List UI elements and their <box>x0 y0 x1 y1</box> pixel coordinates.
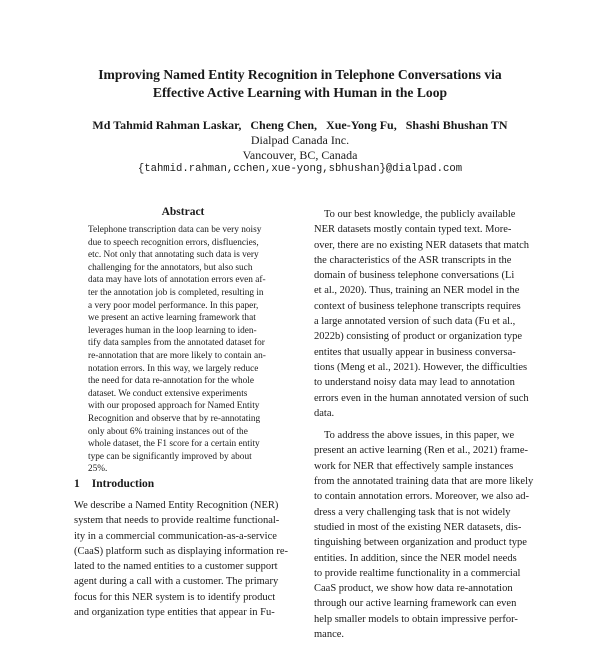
abstract-line: dataset. We conduct extensive experiments <box>88 388 248 399</box>
author-name: Xue-Yong Fu, <box>326 118 397 132</box>
abstract-line: Recognition and observe that by re-annotating <box>88 413 261 424</box>
para-line: help smaller models to obtain impressive perfor- <box>314 613 518 625</box>
para-line: 2022b) consisting of product or organization type <box>314 331 523 343</box>
para-line: tinguishing between organization and product type <box>314 537 527 549</box>
para-line: data. <box>314 407 335 419</box>
paragraph-1 <box>314 207 534 421</box>
para-line: the characteristics of the ASR transcripts in the <box>314 254 512 266</box>
abstract-line: tify data samples from the annotated dataset for <box>88 338 265 349</box>
intro-line: ity in a commercial communication-as-a-service <box>74 530 277 542</box>
abstract-line: type can be significantly improved by about <box>88 451 252 462</box>
title-line-1: Improving Named Entity Recognition in Telephone Conversations via <box>98 67 502 82</box>
intro-line: We describe a Named Entity Recognition (NER) <box>74 500 279 511</box>
author-name: Shashi Bhushan TN <box>405 118 508 132</box>
introduction-heading <box>74 478 166 490</box>
abstract-line: 25%. <box>88 464 108 475</box>
para-line: et al., 2020). Thus, training an NER model in the <box>314 285 520 297</box>
affiliation-location: Vancouver, BC, Canada <box>242 148 358 162</box>
abstract-line: challenging for the annotators, but also such <box>88 262 253 273</box>
abstract-line: notation errors. In this way, we largely reduce <box>88 363 259 374</box>
para-line: mance. <box>314 629 345 641</box>
intro-line: (CaaS) platform such as displaying information re- <box>74 545 289 557</box>
abstract-line: whole dataset, the F1 score for a certain entity <box>88 439 260 450</box>
section-title: Introduction <box>91 478 155 490</box>
abstract-line: we present an active learning framework that <box>88 313 256 324</box>
abstract-line: with our proposed approach for Named Entity <box>88 401 260 412</box>
author-name: Cheng Chen, <box>250 118 318 132</box>
title-line-2: Effective Active Learning with Human in the Loop <box>152 85 448 100</box>
intro-line: system that needs to provide realtime functional- <box>74 515 280 527</box>
para-line: studied in most of the existing NER datasets, dis- <box>314 521 522 533</box>
abstract-line: Telephone transcription data can be very noisy <box>88 225 262 235</box>
para-line: To address the above issues, in this paper, we <box>324 430 515 442</box>
paragraph-2 <box>314 428 534 642</box>
author-name: Md Tahmid Rahman Laskar, <box>92 118 242 132</box>
intro-line: and organization type entities that appear in Fu- <box>74 607 275 619</box>
para-line: domain of business telephone conversations (Li <box>314 270 515 282</box>
intro-line: agent during a call with a customer. The primary <box>74 576 279 588</box>
abstract-heading: Abstract <box>161 206 205 218</box>
abstract-line: only about 6% training instances out of the <box>88 426 248 437</box>
para-line: to contain annotation errors. Moreover, we also ad- <box>314 491 530 503</box>
para-line: CaaS product, we show how data re-annotation <box>314 583 513 595</box>
section-number: 1 <box>74 478 80 490</box>
para-line: context of business telephone transcripts requires <box>314 300 521 312</box>
introduction-body <box>74 498 292 620</box>
author-list <box>40 117 560 133</box>
para-line: to provide realtime functionality in a commercial <box>314 567 521 579</box>
abstract-body <box>88 224 278 476</box>
abstract-line: data may have lots of annotation errors even af- <box>88 275 266 286</box>
affiliation-org: Dialpad Canada Inc. <box>250 133 350 147</box>
para-line: to understand noisy data may lead to annotation <box>314 377 515 389</box>
abstract-line: re-annotation that are more likely to contain an- <box>88 350 266 361</box>
para-line: entites that usually appear in business conversa- <box>314 346 516 358</box>
author-emails: {tahmid.rahman,cchen,xue-yong,sbhushan}@dialpad.com <box>137 163 463 175</box>
para-line: over, there are no existing NER datasets that match <box>314 239 530 251</box>
abstract-line: leverages human in the loop learning to iden- <box>88 325 257 336</box>
para-line: a large annotated version of such data (Fu et al., <box>314 316 516 328</box>
para-line: NER datasets mostly contain typed text. More- <box>314 224 512 236</box>
para-line: errors even in the human annotated version of such <box>314 392 529 404</box>
paper-title <box>40 66 560 102</box>
para-line: through our active learning framework can even <box>314 598 517 610</box>
para-line: dress a very challenging task that is not widely <box>314 506 511 518</box>
para-line: tions (Meng et al., 2021). However, the difficulties <box>314 361 528 373</box>
para-line: from the annotated training data that are more likely <box>314 476 534 488</box>
abstract-line: the need for data re-annotation for the whole <box>88 376 254 387</box>
intro-line: focus for this NER system is to identify product <box>74 591 276 603</box>
para-line: entities. In addition, since the NER model needs <box>314 552 517 564</box>
para-line: work for NER that effectively sample instances <box>314 460 514 472</box>
abstract-line: due to speech recognition errors, disfluencies, <box>88 237 259 248</box>
para-line: present an active learning (Ren et al., 2021) frame- <box>314 445 528 457</box>
abstract-line: a very poor model performance. In this paper, <box>88 300 259 311</box>
intro-line: lated to the named entities to a customer support <box>74 561 278 573</box>
abstract-line: ter the annotation job is completed, resulting in <box>88 287 264 298</box>
abstract-line: etc. Not only that annotating such data is very <box>88 250 259 261</box>
para-line: To our best knowledge, the publicly available <box>324 209 516 220</box>
right-column <box>314 207 534 649</box>
